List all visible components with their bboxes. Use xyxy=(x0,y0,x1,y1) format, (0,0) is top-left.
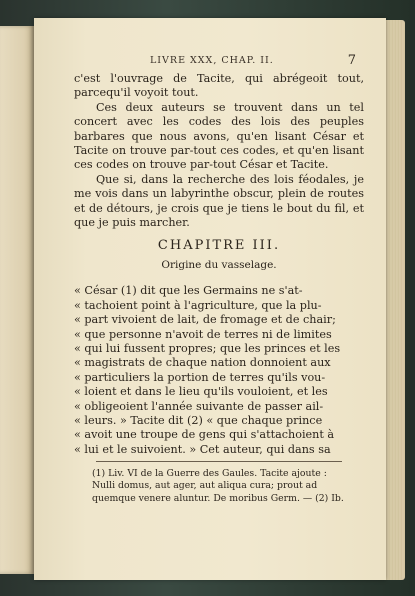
body-text xyxy=(74,72,364,457)
footnote-line: Nulli domus, aut ager, aut aliqua cura; prout ad xyxy=(92,480,318,492)
text-line: « obligeoient l'année suivante de passer ail- xyxy=(74,399,324,413)
text-line: « que personne n'avoit de terres ni de limites xyxy=(74,327,332,341)
running-head: LIVRE XXX, CHAP. II. xyxy=(150,55,274,66)
quotation-block xyxy=(74,284,364,457)
left-page-edge xyxy=(0,26,34,574)
text-line: « tachoient point à l'agriculture, que la plu- xyxy=(74,298,322,312)
page-number: 7 xyxy=(347,53,356,68)
paragraph-1: c'est l'ouvrage de Tacite, qui abrégeoit tout, parcequ'il voyoit tout. xyxy=(74,72,364,100)
paragraph-3: Que si, dans la recherche des lois féodales, je me vois dans un labyrinthe obscur, plein de routes et de détours, je crois que je tiens le bout du fil, et que je puis marcher. xyxy=(74,172,364,230)
footnote-divider xyxy=(96,461,342,462)
paragraph-2: Ces deux auteurs se trouvent dans un tel concert avec les codes des lois des peuples barbares que nous avons, qu'en lisant César et Tacite on trouve par-tout ces codes, et qu'en lisant ces codes on trouve par-tout César et Tacite. xyxy=(74,100,364,172)
chapter-subtitle: Origine du vasselage. xyxy=(161,258,277,271)
text-line: « part vivoient de lait, de fromage et de chair; xyxy=(74,313,336,327)
text-line: « loient et dans le lieu qu'ils vouloient, et les xyxy=(74,385,328,399)
text-line: « lui et le suivoient. » Cet auteur, qui dans sa xyxy=(74,442,331,456)
text-line: « avoit une troupe de gens qui s'attachoient à xyxy=(74,428,335,442)
chapter-title: CHAPITRE III. xyxy=(157,238,281,254)
text-line: « magistrats de chaque nation donnoient aux xyxy=(74,356,331,370)
text-line: « César (1) dit que les Germains ne s'at- xyxy=(74,284,303,298)
text-line: « particuliers la portion de terres qu'ils vou- xyxy=(74,370,326,384)
text-line: « qui lui fussent propres; que les princes et les xyxy=(74,341,341,355)
footnote-line: quemque venere aluntur. De moribus Germ. — (2) Ib. xyxy=(92,492,344,504)
footnote-line: (1) Liv. VI de la Guerre des Gaules. Tacite ajoute : xyxy=(92,468,327,479)
footnote xyxy=(92,468,342,505)
text-line: « leurs. » Tacite dit (2) « que chaque prince xyxy=(74,413,323,427)
page-header xyxy=(70,53,362,71)
book-page xyxy=(34,18,386,580)
